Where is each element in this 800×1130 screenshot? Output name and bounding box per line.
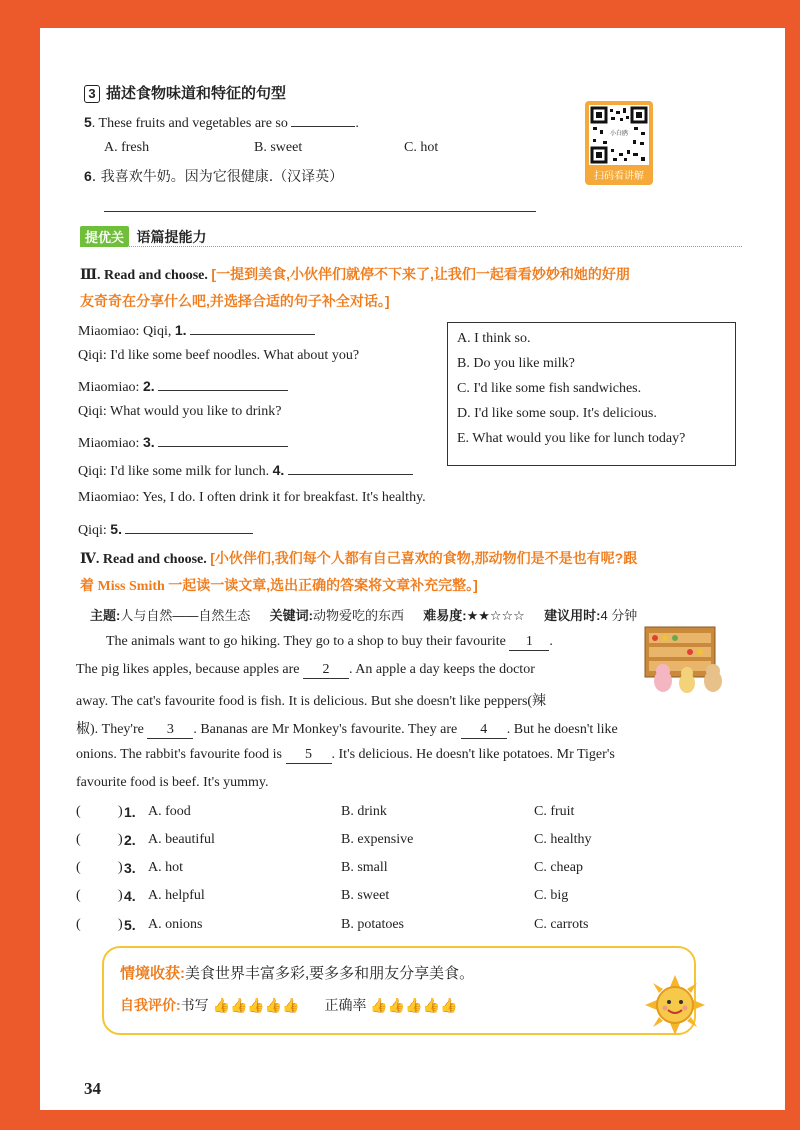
dialogue-line-1: Miaomiao: Qiqi, 1. — [78, 320, 315, 340]
choice-2-a[interactable]: A. beautiful — [148, 832, 215, 847]
choice-4-a[interactable]: A. helpful — [148, 888, 205, 903]
choice-2-b[interactable]: B. expensive — [341, 832, 414, 847]
accuracy-thumbs-icon[interactable]: 👍👍👍👍👍 — [370, 997, 458, 1013]
dialogue-blank-1[interactable] — [190, 320, 315, 335]
q5-option-a: A. fresh — [104, 140, 150, 155]
part3-heading-line — [80, 264, 630, 284]
part4-instruction-2: 着 Miss Smith 一起读一读文章,选出正确的答案将文章补充完整。] — [80, 577, 478, 594]
dialogue-line-4: Qiqi: What would you like to drink? — [78, 404, 282, 419]
dialogue-blank-5[interactable] — [125, 519, 253, 534]
animals-shop-illustration — [635, 623, 735, 695]
passage-line-1: The animals want to go hiking. They go to a shop to buy their favourite 1 . — [106, 634, 553, 649]
qr-caption: 扫码看讲解 — [594, 171, 644, 182]
dialogue-blank-4[interactable] — [288, 460, 413, 475]
part4-heading-line — [80, 548, 637, 568]
q5-option-c: C. hot — [404, 140, 439, 155]
q6-number: 6 — [84, 168, 92, 184]
choice-1-b[interactable]: B. drink — [341, 804, 387, 819]
passage-line-2: The pig likes apples, because apples are 2 . An apple a day keeps the doctor — [76, 662, 535, 677]
summary-line-1 — [120, 962, 474, 983]
summary-label-2: 自我评价: — [120, 997, 181, 1013]
part4-heading: Ⅳ. Read and choose. — [80, 552, 207, 567]
passage-line-5: onions. The rabbit's favourite food is 5 . It's delicious. He doesn't like potatoes. Mr Tiger's — [76, 747, 615, 762]
passage-blank-1[interactable]: 1 — [509, 634, 549, 651]
choice-1-a[interactable]: A. food — [148, 804, 191, 819]
choice-3-b[interactable]: B. small — [341, 860, 388, 875]
qr-brand-label: 小白鸥 — [607, 129, 631, 140]
section-number-box: 3 — [84, 85, 100, 103]
writing-thumbs-icon[interactable]: 👍👍👍👍👍 — [212, 997, 300, 1013]
part4-instruction-1: [小伙伴们,我们每个人都有自己喜欢的食物,那动物们是不是也有呢?跟 — [210, 550, 638, 566]
dialogue-blank-2[interactable] — [158, 376, 288, 391]
option-a: A. I think so. — [457, 331, 531, 346]
q5-option-b: B. sweet — [254, 140, 303, 155]
passage-line-3: away. The cat's favourite food is fish. It is delicious. But she doesn't like peppers(辣 — [76, 694, 547, 709]
section3-heading — [84, 82, 286, 103]
qr-code-panel[interactable] — [585, 101, 653, 185]
sun-mascot-icon — [643, 973, 707, 1037]
q5-text: These fruits and vegetables are so — [98, 116, 288, 131]
passage-blank-5[interactable]: 5 — [286, 747, 332, 764]
choice-4-b[interactable]: B. sweet — [341, 888, 390, 903]
choice-3-a[interactable]: A. hot — [148, 860, 183, 875]
summary-label-1: 情境收获: — [120, 965, 185, 982]
passage-meta: 主题:人与自然——自然生态 关键词:动物爱吃的东西 难易度:★★☆☆☆ 建议用时:4 分钟 — [90, 608, 638, 623]
level-title: 语篇提能力 — [136, 229, 207, 245]
passage-line-4: 椒). They're 3 . Bananas are Mr Monkey's favourite. They are 4 . But he doesn't like — [76, 722, 618, 737]
choice-5-b[interactable]: B. potatoes — [341, 917, 404, 932]
question-5: 5. These fruits and vegetables are so . — [84, 114, 359, 131]
choice-5-a[interactable]: A. onions — [148, 917, 203, 932]
q5-number: 5 — [84, 114, 92, 130]
choice-4-c[interactable]: C. big — [534, 888, 569, 903]
part3-instruction-2: 友奇奇在分享什么吧,并选择合适的句子补全对话。] — [80, 293, 390, 309]
dialogue-line-5: Miaomiao: 3. — [78, 432, 288, 452]
level-header — [80, 226, 206, 247]
passage-blank-2[interactable]: 2 — [303, 662, 349, 679]
choice-1-c[interactable]: C. fruit — [534, 804, 575, 819]
option-b: B. Do you like milk? — [457, 356, 575, 371]
choice-5-c[interactable]: C. carrots — [534, 917, 589, 932]
level-divider — [80, 246, 742, 247]
page-number: 34 — [84, 1079, 101, 1098]
choice-2-c[interactable]: C. healthy — [534, 832, 592, 847]
q5-answer-blank[interactable] — [291, 112, 355, 127]
qr-code-icon — [589, 105, 649, 165]
dialogue-line-6: Qiqi: I'd like some milk for lunch. 4. — [78, 460, 413, 480]
dialogue-line-7: Miaomiao: Yes, I do. I often drink it for breakfast. It's healthy. — [78, 490, 426, 505]
level-tag: 提优关 — [80, 226, 129, 247]
summary-box — [102, 946, 696, 1035]
worksheet-page: 3 描述食物味道和特征的句型 5. These fruits and vegetables are so . A. fresh B. sweet C. hot 6. 我喜欢牛奶。因为它很健康.（汉译英） 小白鸥 扫码看讲解 提优关 语篇提能力 Ⅲ. Read and choose. [一提到美食,小伙伴们就停不下来了,让我们一起看看妙妙和她的好朋 友奇奇在分享什么吧,并选择合适的句子补全对话。] Miaomiao: Qiqi, 1. Qiqi: I'd like some beef noodles. What about you? Miaomiao: 2. Qiqi: What would you like to drink? Miaomiao: 3. Qiqi: I'd like some milk for lunch. 4. Miaomiao: Yes, I do. I often drink it for breakfast. It's healthy. Qiqi: 5. A. I think so. B. Do you like milk? C. I'd like some fish sandwiches. D. I'd like some soup. It's delicious. E. What would you like for lunch today? Ⅳ. Read and choose. [小伙伴们,我们每个人都有自己喜欢的食物,那动物们是不是也有呢?跟 着 Miss Smith 一起读一读文章,选出正确的答案将文章补充完整。] 主题:人与自然——自然生态 关键词:动物爱吃的东西 难易度:★★☆☆☆ 建议用时:4 分钟 The animals want to go hiking. They go to a shop to buy their favourite 1 . The pig likes apples, because apples are 2 . An apple a day keeps the doctor away. The cat's favourite food is fish. It is delicious. But she doesn't like peppers(辣 椒). They're 3 . Bananas are Mr Monkey's favourite. They are 4 . But he doesn't like onions. The rabbit's favourite food is 5 . It's delicious. He doesn't like potatoes. Mr Tiger's favourite food is beef. It's yummy. ( ) 1. A. food B. drink C. fruit ( ) 2. A. beautiful B. expensive C. healthy ( ) 3. A. hot B. small C. cheap ( ) 4. A. helpful B. sweet C. big ( ) 5. A. onions B. potatoes C. carrots 情境收获:美食世界丰富多彩,要多多和朋友分享美食。 自我评价:书写 👍👍👍👍👍 正确率 👍👍👍👍👍 34 — [40, 28, 785, 1110]
dialogue-line-8: Qiqi: 5. — [78, 519, 253, 539]
option-c: C. I'd like some fish sandwiches. — [457, 381, 642, 396]
choice-3-c[interactable]: C. cheap — [534, 860, 583, 875]
part3-instruction-1: [一提到美食,小伙伴们就停不下来了,让我们一起看看妙妙和她的好朋 — [211, 266, 630, 282]
passage-blank-3[interactable]: 3 — [147, 722, 193, 739]
passage-blank-4[interactable]: 4 — [461, 722, 507, 739]
option-e: E. What would you like for lunch today? — [457, 431, 686, 446]
question-6: 6. 我喜欢牛奶。因为它很健康.（汉译英） — [84, 168, 344, 185]
summary-line-2: 自我评价:书写 👍👍👍👍👍 正确率 👍👍👍👍👍 — [120, 997, 458, 1013]
q6-text: 我喜欢牛奶。因为它很健康.（汉译英） — [100, 169, 344, 185]
summary-text-1: 美食世界丰富多彩,要多多和朋友分享美食。 — [185, 965, 475, 982]
option-d: D. I'd like some soup. It's delicious. — [457, 406, 657, 421]
dialogue-blank-3[interactable] — [158, 432, 288, 447]
passage-line-6: favourite food is beef. It's yummy. — [76, 775, 269, 790]
dialogue-line-2: Qiqi: I'd like some beef noodles. What about you? — [78, 348, 360, 363]
part3-heading: Ⅲ. Read and choose. — [80, 268, 208, 283]
difficulty-stars: ★★☆☆☆ — [466, 608, 525, 623]
dialogue-line-3: Miaomiao: 2. — [78, 376, 288, 396]
q6-answer-line[interactable] — [104, 211, 536, 212]
answer-options-box — [447, 322, 736, 466]
section3-title: 描述食物味道和特征的句型 — [106, 85, 287, 102]
